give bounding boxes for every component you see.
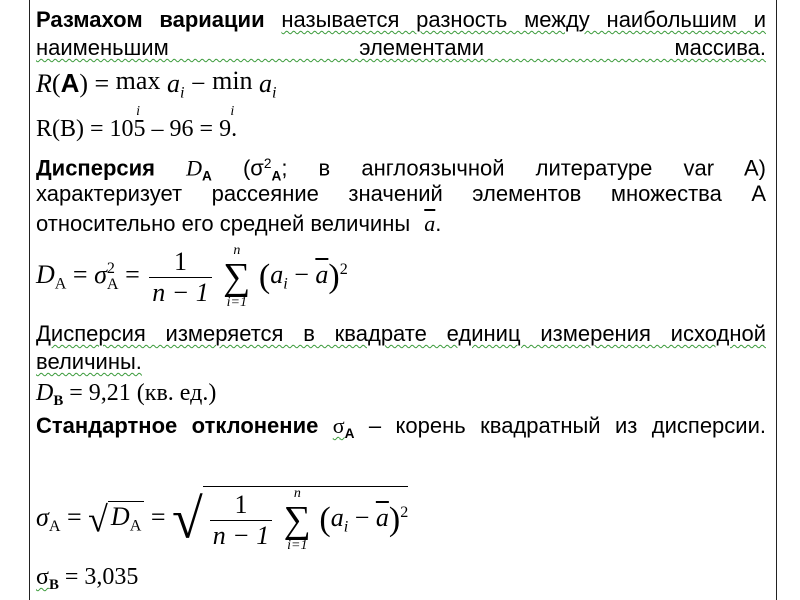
range-example: R(B) = 105 – 96 = 9. xyxy=(36,116,238,142)
variance-definition-line2: характеризует рассеяние значений элементов множества A xyxy=(36,181,766,206)
std-example: $\sigma_B = 3,035$ xyxy=(36,564,139,594)
range-term: Размахом вариации xyxy=(36,7,265,32)
variance-formula: $D_A = \sigma 2$ A = $\frac{1}{n - 1}$ n ∑ i=1 $(a_i - \overline{a})^2$ xyxy=(36,243,348,310)
std-fraction: $\frac{1}{n - 1}$ xyxy=(210,490,273,551)
range-formula: R(A) = max i $a_i - \min$ i $a_i$ xyxy=(36,66,277,119)
variance-fraction: $\frac{1}{n - 1}$ xyxy=(149,247,212,308)
range-definition xyxy=(36,6,766,62)
std-formula: $\sigma_A$ = √ $D_A$ = √ $\frac{1}{n - 1}$ n ∑ i=1 $(a_i - \overline{a})^2$ xyxy=(36,486,409,553)
variance-definition-line1: Дисперсия $D_A$ ($\sigma^2_A$; в англоязычной литературе var A) xyxy=(36,155,766,184)
std-sum-symbol: n ∑ i=1 xyxy=(283,486,311,553)
range-definition-text: называется разность между наибольшим и наименьшим элементами массива. xyxy=(36,7,766,60)
variance-units-note: Дисперсия измеряется в квадрате единиц измерения исходной величины. xyxy=(36,321,766,374)
std-definition: Стандартное отклонение $\sigma_A$ – корень квадратный из дисперсии. xyxy=(36,413,766,441)
sum-symbol: n ∑ i=1 xyxy=(223,243,251,310)
variance-definition-line3: относительно его средней величины $\overline{a}$. xyxy=(36,211,442,236)
variance-example: $D_B = 9,21$ (кв. ед.) xyxy=(36,380,217,410)
